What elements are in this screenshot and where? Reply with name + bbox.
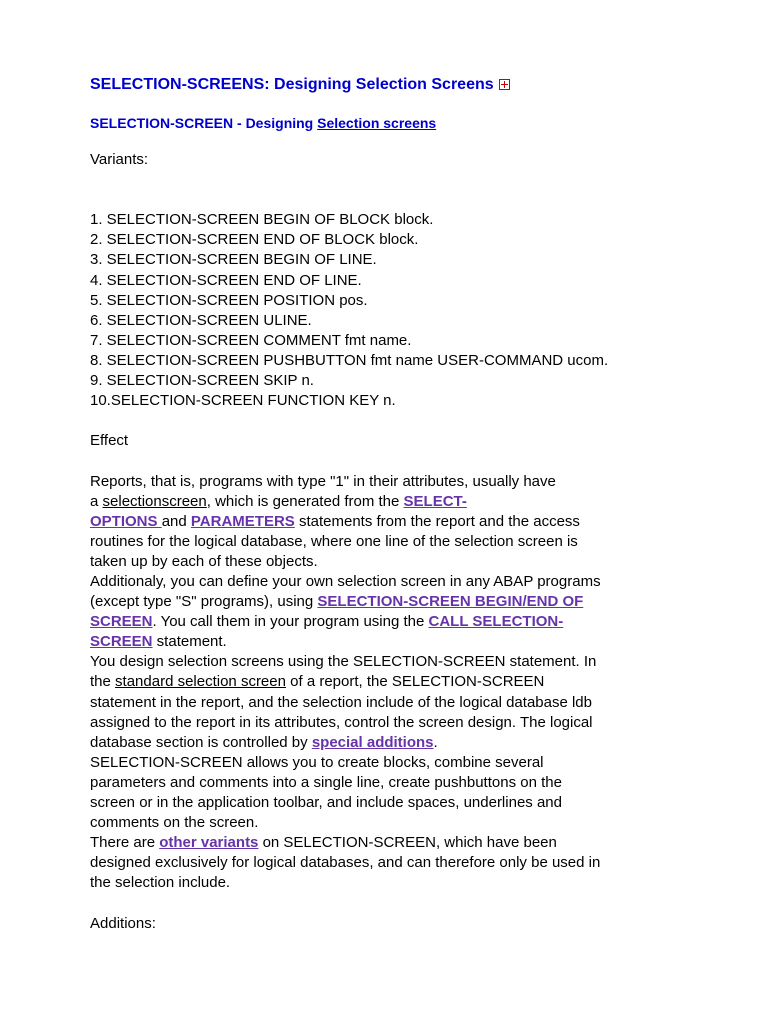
variants-label: Variants: <box>90 151 149 168</box>
paragraph-line <box>90 492 730 512</box>
text-span: and <box>161 512 191 530</box>
selection-screen-begin-end-link[interactable]: SELECTION-SCREEN BEGIN/END OF <box>317 593 584 611</box>
effect-label: Effect <box>90 432 129 450</box>
page-title <box>90 76 510 94</box>
text-span: . You call them in your program using the <box>152 613 429 631</box>
standard-selection-screen-link[interactable]: standard selection screen <box>115 673 286 691</box>
call-selection-screen-link[interactable]: CALL SELECTION- <box>428 613 564 631</box>
text-span: of a report, the SELECTION-SCREEN <box>285 673 545 691</box>
expand-icon[interactable] <box>499 79 510 90</box>
page-title-text: SELECTION-SCREENS: Designing Selection Screens <box>90 76 494 93</box>
body-text <box>90 150 730 934</box>
variant-item: 1. SELECTION-SCREEN BEGIN OF BLOCK block. <box>90 211 434 229</box>
paragraph-line <box>90 632 730 652</box>
variant-item: 5. SELECTION-SCREEN POSITION pos. <box>90 291 368 309</box>
text-span: . <box>433 733 438 751</box>
text-span: on SELECTION-SCREEN, which have been <box>258 834 557 852</box>
text-span: the <box>90 673 116 691</box>
text-span: There are <box>90 834 160 852</box>
selection-screens-link[interactable]: Selection screens <box>317 115 437 131</box>
paragraph-line <box>90 833 730 853</box>
parameters-link[interactable]: PARAMETERS <box>190 512 295 530</box>
paragraph-line: comments on the screen. <box>90 814 259 832</box>
variant-item: 4. SELECTION-SCREEN END OF LINE. <box>90 271 362 289</box>
subtitle <box>90 115 436 131</box>
subtitle-prefix: SELECTION-SCREEN - Designing <box>90 115 318 131</box>
paragraph-line: SELECTION-SCREEN allows you to create blocks, combine several <box>90 753 544 771</box>
variant-item: 10.SELECTION-SCREEN FUNCTION KEY n. <box>90 392 396 410</box>
paragraph-line: designed exclusively for logical databases, and can therefore only be used in <box>90 854 601 872</box>
paragraph-line: taken up by each of these objects. <box>90 552 318 570</box>
special-additions-link[interactable]: special additions <box>311 733 434 751</box>
variant-item: 3. SELECTION-SCREEN BEGIN OF LINE. <box>90 251 377 269</box>
paragraph-line <box>90 672 730 692</box>
paragraph-line: statement in the report, and the selection include of the logical database ldb <box>90 693 592 711</box>
paragraph-line: parameters and comments into a single line, create pushbuttons on the <box>90 773 562 791</box>
paragraph-line <box>90 733 730 753</box>
additions-label: Additions: <box>90 914 156 932</box>
paragraph-line <box>90 612 730 632</box>
paragraph-line: the selection include. <box>90 874 231 892</box>
select-options-link-cont[interactable]: OPTIONS <box>90 512 162 530</box>
select-options-link[interactable]: SELECT- <box>403 492 467 510</box>
paragraph-line: Reports, that is, programs with type "1" in their attributes, usually have <box>90 472 556 490</box>
other-variants-link[interactable]: other variants <box>159 834 259 852</box>
variant-item: 9. SELECTION-SCREEN SKIP n. <box>90 372 314 390</box>
paragraph-line: routines for the logical database, where one line of the selection screen is <box>90 532 578 550</box>
variant-item: 2. SELECTION-SCREEN END OF BLOCK block. <box>90 231 419 249</box>
selectionscreen-link[interactable]: selectionscreen <box>102 492 207 510</box>
variant-item: 7. SELECTION-SCREEN COMMENT fmt name. <box>90 331 412 349</box>
paragraph-line: Additionaly, you can define your own selection screen in any ABAP programs <box>90 572 601 590</box>
text-span: , which is generated from the <box>206 492 404 510</box>
call-selection-screen-link-cont[interactable]: SCREEN <box>90 633 153 651</box>
variant-item: 8. SELECTION-SCREEN PUSHBUTTON fmt name USER-COMMAND ucom. <box>90 351 609 369</box>
text-span: statements from the report and the access <box>294 512 580 530</box>
variant-item: 6. SELECTION-SCREEN ULINE. <box>90 311 312 329</box>
text-span: a <box>90 492 103 510</box>
selection-screen-begin-end-link-cont[interactable]: SCREEN <box>90 613 153 631</box>
paragraph-line: assigned to the report in its attributes, control the screen design. The logical <box>90 713 593 731</box>
text-span: statement. <box>152 633 227 651</box>
paragraph-line <box>90 592 730 612</box>
text-span: (except type "S" programs), using <box>90 593 318 611</box>
paragraph-line: screen or in the application toolbar, and include spaces, underlines and <box>90 794 562 811</box>
text-span: database section is controlled by <box>90 733 312 751</box>
paragraph-line <box>90 512 730 532</box>
paragraph-line: You design selection screens using the SELECTION-SCREEN statement. In <box>90 653 597 671</box>
